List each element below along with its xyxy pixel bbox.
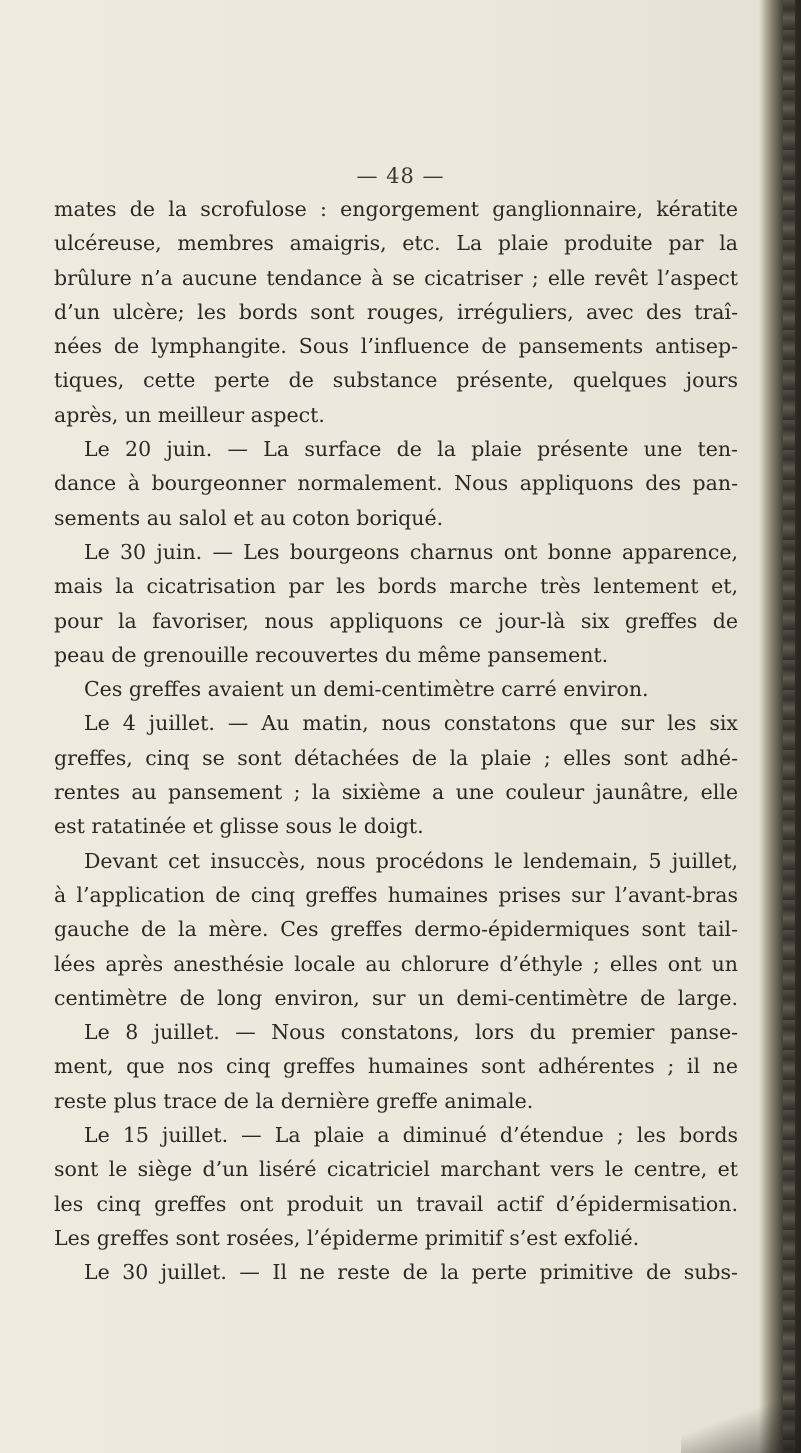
text-line: les cinq greffes ont produit un travail actif d’épidermisation. <box>54 1191 738 1216</box>
text-line: Le 15 juillet. — La plaie a diminué d’étendue ; les bords <box>84 1123 738 1148</box>
text-line: ulcéreuse, membres amaigris, etc. La plaie produite par la <box>54 231 738 256</box>
text-line: rentes au pansement ; la sixième a une couleur jaunâtre, elle <box>54 780 738 805</box>
text-line: Le 30 juin. — Les bourgeons charnus ont bonne apparence, <box>84 539 738 564</box>
text-line: est ratatinée et glisse sous le doigt. <box>54 814 424 839</box>
text-line: tiques, cette perte de substance présente, quelques jours <box>54 368 738 393</box>
text-line: dance à bourgeonner normalement. Nous appliquons des pan- <box>54 471 738 496</box>
text-line: Devant cet insuccès, nous procédons le lendemain, 5 juillet, <box>84 848 738 873</box>
binding-texture <box>783 0 795 1453</box>
text-line: sements au salol et au coton boriqué. <box>54 505 444 530</box>
text-line: Le 8 juillet. — Nous constatons, lors du premier panse- <box>84 1020 738 1045</box>
text-line: Les greffes sont rosées, l’épiderme primitif s’est exfolié. <box>54 1225 640 1250</box>
text-line: sont le siège d’un liséré cicatriciel marchant vers le centre, et <box>54 1157 738 1182</box>
text-line: ment, que nos cinq greffes humaines sont adhérentes ; il ne <box>54 1054 738 1079</box>
text-line: mais la cicatrisation par les bords marche très lentement et, <box>54 574 738 599</box>
page-number: — 48 — <box>356 164 445 188</box>
text-line: après, un meilleur aspect. <box>54 402 325 427</box>
text-line: brûlure n’a aucune tendance à se cicatriser ; elle revêt l’aspect <box>54 265 738 290</box>
text-line: greffes, cinq se sont détachées de la plaie ; elles sont adhé- <box>54 745 738 770</box>
text-line: d’un ulcère; les bords sont rouges, irréguliers, avec des traî- <box>54 299 738 324</box>
body-text <box>54 192 738 1290</box>
text-line: gauche de la mère. Ces greffes dermo-épidermiques sont tail- <box>54 917 738 942</box>
text-line: Ces greffes avaient un demi-centimètre carré environ. <box>84 677 649 702</box>
text-line: lées après anesthésie locale au chlorure d’éthyle ; elles ont un <box>54 951 738 976</box>
text-line: reste plus trace de la dernière greffe animale. <box>54 1088 534 1113</box>
text-line: à l’application de cinq greffes humaines prises sur l’avant-bras <box>54 882 738 907</box>
corner-shadow <box>681 1393 801 1453</box>
text-line: pour la favoriser, nous appliquons ce jour-là six greffes de <box>54 608 738 633</box>
text-line: Le 4 juillet. — Au matin, nous constatons que sur les six <box>84 711 738 736</box>
text-line: mates de la scrofulose : engorgement ganglionnaire, kératite <box>54 197 738 221</box>
text-line: Le 30 juillet. — Il ne reste de la perte primitive de subs- <box>84 1260 738 1285</box>
text-line: nées de lymphangite. Sous l’influence de pansements antisep- <box>54 334 738 359</box>
text-line: Le 20 juin. — La surface de la plaie présente une ten- <box>84 437 738 462</box>
page-binding-edge <box>759 0 801 1453</box>
text-line: centimètre de long environ, sur un demi-centimètre de large. <box>54 985 738 1010</box>
text-line: peau de grenouille recouvertes du même pansement. <box>54 642 609 667</box>
